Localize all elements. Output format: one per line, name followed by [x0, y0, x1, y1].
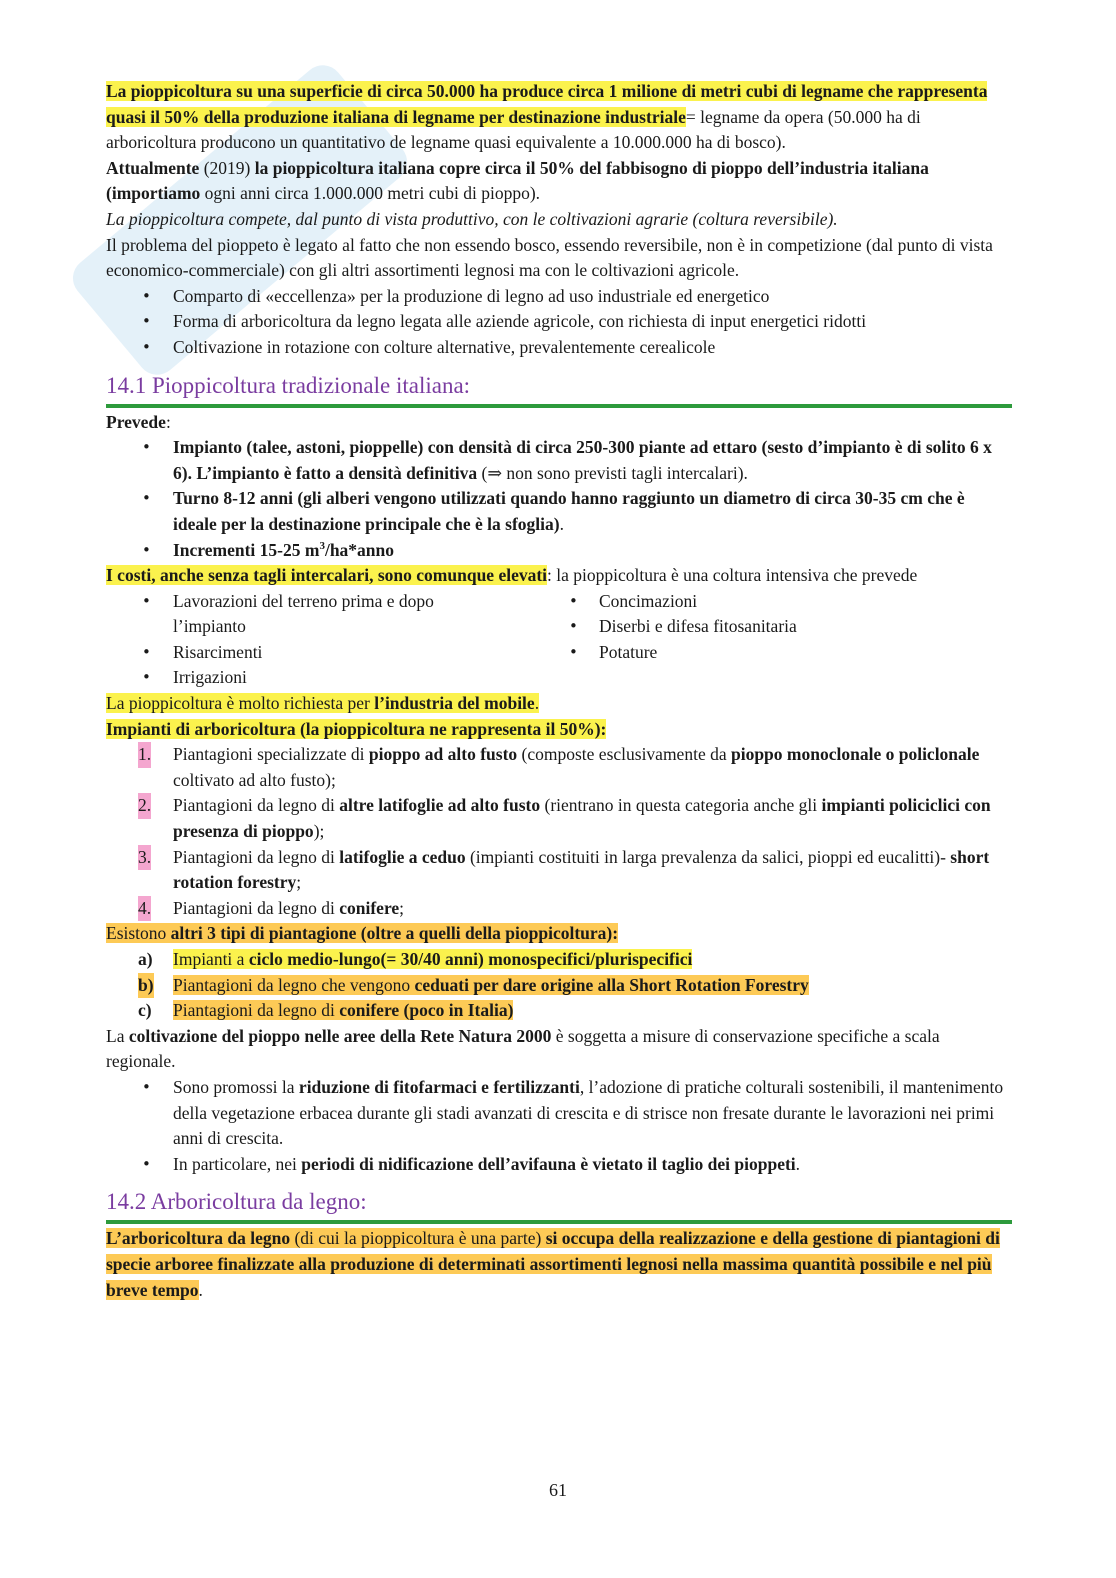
intro-p1-bold: La pioppicoltura su una superficie di circa 50.000 ha produce circa 1 milione di metri cubi di legname che rappresenta quasi il 50% della produzione italiana di legname per destinazione industriale	[106, 81, 988, 127]
mobile-paragraph	[106, 691, 1012, 717]
natura-bullet-list	[106, 1075, 1012, 1177]
intro-p1-regular: = legname da opera (50.000 ha di arboricoltura producono un quantitativo de legname quasi equivalente a 10.000.000 ha di bosco).	[106, 106, 921, 153]
esistono-paragraph	[106, 921, 1012, 947]
intro-p2-d: ogni anni circa 1.000.000 metri cubi di pioppo).	[200, 183, 541, 204]
impianti-title	[106, 717, 1012, 743]
letter-marker: a)	[138, 949, 153, 969]
list-item: • Coltivazione in rotazione con colture alternative, prevalentemente cerealicole	[106, 335, 1012, 361]
list-item	[106, 486, 1012, 537]
intro-p2-a: Attualmente	[106, 157, 200, 178]
intro-bullet-list	[106, 284, 1012, 361]
section-heading-14-1: 14.1 Pioppicoltura tradizionale italiana:	[106, 371, 1012, 408]
right-column	[559, 589, 1012, 691]
list-item	[106, 435, 1012, 486]
list-item: b) Piantagioni da legno che vengono ceduati per dare origine alla Short Rotation Forestry	[106, 973, 1012, 999]
item1-bold: Impianto (talee, astoni, pioppelle) con densità di circa 250-300 piante ad ettaro (sesto d’impianto è di solito 6 x 6). L’impianto è fatto a densità definitiva	[173, 437, 992, 483]
document-page	[106, 79, 1012, 1303]
two-column-list	[106, 589, 1012, 691]
intro-paragraph-3	[106, 207, 1012, 233]
prevede-label: Prevede	[106, 411, 166, 432]
intro-p3-italic: La pioppicoltura compete, dal punto di vista produttivo, con le coltivazioni agrarie (coltura reversibile).	[106, 208, 838, 229]
impianti-title-text: Impianti di arboricoltura (la pioppicoltura ne rappresenta il 50%):	[106, 718, 607, 739]
list-item: • Irrigazioni	[106, 665, 559, 691]
item1-regular: (⇒ non sono previsti tagli intercalari).	[477, 462, 748, 483]
list-item: • Potature	[559, 640, 1012, 666]
letter-marker: b)	[138, 973, 154, 999]
costi-paragraph	[106, 563, 1012, 589]
list-item	[106, 538, 1012, 564]
intro-paragraph-1	[106, 79, 1012, 156]
list-item: 4. Piantagioni da legno di conifere;	[106, 896, 1012, 922]
list-item: a) Impianti a ciclo medio-lungo(= 30/40 anni) monospecifici/plurispecifici	[106, 947, 1012, 973]
lettered-list	[106, 947, 1012, 1024]
item2-regular: .	[559, 513, 564, 534]
costi-bold: I costi, anche senza tagli intercalari, sono comunque elevati	[106, 565, 548, 586]
number-marker: 2.	[138, 793, 151, 819]
list-item: • In particolare, nei periodi di nidificazione dell’avifauna è vietato il taglio dei pioppeti.	[106, 1152, 1012, 1178]
esistono-bold: altri 3 tipi di piantagione (oltre a quelli della pioppicoltura):	[170, 923, 619, 944]
list-item: • Forma di arboricoltura da legno legata alle aziende agricole, con richiesta di input energetici ridotti	[106, 309, 1012, 335]
item3-bold-2: /ha*anno	[324, 539, 395, 560]
item3-sup: 3	[319, 539, 325, 552]
section-heading-14-2: 14.2 Arboricoltura da legno:	[106, 1187, 1012, 1224]
list-item: • Risarcimenti	[106, 640, 559, 666]
list-item: 1. Piantagioni specializzate di pioppo ad alto fusto (composte esclusivamente da pioppo monoclonale o policlonale coltivato ad alto fusto);	[138, 744, 980, 790]
item3-bold: Incrementi 15-25 m	[173, 539, 320, 560]
list-item: • Diserbi e difesa fitosanitaria	[559, 614, 1012, 640]
item2-bold: Turno 8-12 anni (gli alberi vengono utilizzati quando hanno raggiunto un diametro di circa 30-35 cm che è ideale per la destinazione principale che è la sfoglia)	[173, 488, 965, 534]
list-item: • Concimazioni	[559, 589, 1012, 615]
natura-paragraph: La coltivazione del pioppo nelle aree della Rete Natura 2000 è soggetta a misure di conservazione specifiche a scala regionale.	[106, 1025, 940, 1072]
number-marker: 4.	[138, 896, 151, 922]
list-item: • Comparto di «eccellenza» per la produzione di legno ad uso industriale ed energetico	[106, 284, 1012, 310]
costi-regular: : la pioppicoltura è una coltura intensiva che prevede	[547, 565, 918, 586]
right-list	[559, 589, 1012, 666]
esistono-regular: Esistono	[106, 923, 171, 944]
left-list	[106, 589, 559, 691]
list-item: • Sono promossi la riduzione di fitofarmaci e fertilizzanti, l’adozione di pratiche colturali sostenibili, il mantenimento della vegetazione erbacea durante gli stadi avanzati di crescita e di strisce non fresate durante le lavorazioni nei primi anni di crescita.	[106, 1075, 1012, 1152]
list-item: 2. Piantagioni da legno di altre latifoglie ad alto fusto (rientrano in questa categoria anche gli impianti policiclici con presenza di pioppo);	[138, 795, 991, 842]
list-item: c) Piantagioni da legno di conifere (poco in Italia)	[106, 998, 1012, 1024]
prevede-colon: :	[165, 411, 171, 432]
page-number: 61	[549, 1480, 567, 1500]
intro-p2-c: la pioppicoltura italiana copre circa il 50% del fabbisogno di pioppo dell’industria italiana (importiamo	[106, 157, 929, 204]
mobile-end: .	[534, 693, 540, 714]
impianti-numbered-list	[106, 742, 1012, 921]
prevede-list	[106, 435, 1012, 563]
prevede-label-line	[106, 410, 1012, 436]
mobile-regular: La pioppicoltura è molto richiesta per	[106, 693, 375, 714]
intro-p2-b: (2019)	[199, 157, 255, 178]
left-column	[106, 589, 559, 691]
arboricoltura-paragraph: L’arboricoltura da legno (di cui la pioppicoltura è una parte) si occupa della realizzazione e della gestione di piantagioni di specie arboree finalizzate alla produzione di determinati assortimenti legnosi nella massima quantità possibile e nel più breve tempo.	[106, 1228, 1000, 1300]
intro-paragraph-4: Il problema del pioppeto è legato al fatto che non essendo bosco, essendo reversibile, non è in competizione (dal punto di vista economico-commerciale) con gli altri assortimenti legnosi ma con le coltivazioni agricole.	[106, 234, 993, 281]
number-marker: 1.	[138, 742, 151, 768]
letter-marker: c)	[138, 1000, 152, 1021]
mobile-bold: l’industria del mobile	[374, 693, 535, 714]
number-marker: 3.	[138, 845, 151, 871]
list-item: • Lavorazioni del terreno prima e dopo l’impianto	[106, 589, 559, 640]
list-item: 3. Piantagioni da legno di latifoglie a ceduo (impianti costituiti in larga prevalenza da salici, pioppi ed eucalitti)- short rotation forestry;	[138, 846, 990, 893]
intro-paragraph-2	[106, 156, 1012, 207]
